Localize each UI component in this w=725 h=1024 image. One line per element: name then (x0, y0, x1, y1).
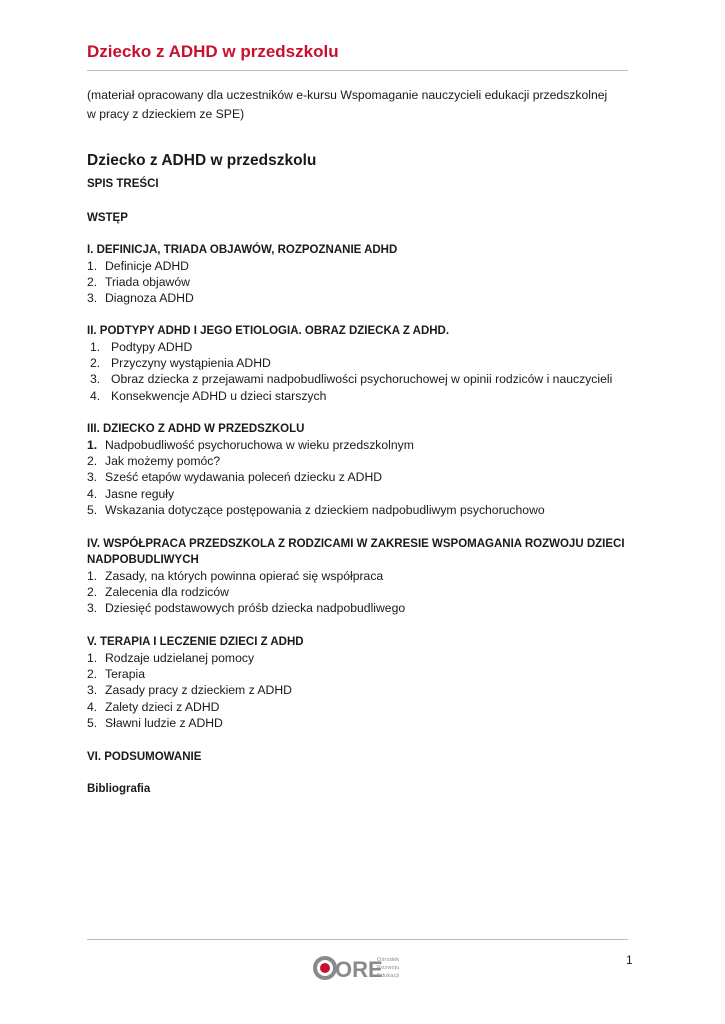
item-text: Nadpobudliwość psychoruchowa w wieku przedszkolnym (105, 438, 414, 452)
header-divider (87, 70, 628, 71)
section-item-list (87, 339, 628, 404)
item-text: Konsekwencje ADHD u dzieci starszych (111, 388, 327, 403)
toc-heading: Dziecko z ADHD w przedszkolu (87, 152, 317, 169)
ore-logo (313, 953, 423, 983)
bibliography-title: Bibliografia (87, 783, 151, 795)
toc-section-5 (87, 634, 628, 731)
section-item-list (87, 437, 628, 518)
item-text: Terapia (105, 667, 145, 682)
item-text: Zasady pracy z dzieckiem z ADHD (105, 683, 292, 698)
toc-bibliography (87, 781, 628, 797)
list-item (87, 584, 628, 600)
toc-intro (87, 210, 628, 226)
list-item (87, 715, 628, 731)
item-text: Rodzaje udzielanej pomocy (105, 651, 255, 665)
list-item (87, 486, 628, 502)
item-text: Zasady, na których powinna opierać się współpraca (105, 569, 384, 583)
section-title: V. TERAPIA I LECZENIE DZIECI Z ADHD (87, 636, 304, 648)
item-number: 5. (87, 715, 98, 730)
item-number: 4. (90, 388, 101, 403)
section-title: I. DEFINICJA, TRIADA OBJAWÓW, ROZPOZNANIE ADHD (87, 244, 398, 256)
logo-sub-line-3: Edukacji (377, 973, 400, 979)
item-text: Dziesięć podstawowych próśb dziecka nadpobudliwego (105, 601, 406, 616)
item-text: Zalecenia dla rodziców (105, 585, 229, 600)
toc-label: SPIS TREŚCI (87, 178, 159, 190)
item-text: Sześć etapów wydawania poleceń dziecku z ADHD (105, 470, 383, 485)
list-item (87, 682, 628, 698)
item-number: 3. (90, 372, 101, 387)
item-number: 4. (87, 486, 98, 501)
intro-line-1: (materiał opracowany dla uczestników e-kursu Wspomaganie nauczycieli edukacji przedszkolnej (87, 88, 608, 102)
item-number: 2. (87, 585, 98, 600)
item-text: Jak możemy pomóc? (105, 454, 221, 469)
item-text: Podtypy ADHD (111, 340, 193, 354)
item-number: 1. (87, 651, 98, 665)
item-number: 3. (87, 470, 98, 485)
list-item (87, 600, 628, 616)
list-item (87, 290, 628, 306)
section-item-list (87, 568, 628, 617)
item-number: 3. (87, 291, 98, 306)
item-text: Definicje ADHD (105, 259, 189, 273)
item-number: 1. (87, 259, 98, 273)
toc-section-2 (87, 323, 628, 404)
list-item (87, 339, 628, 355)
toc-section-1 (87, 242, 628, 307)
section-title (87, 536, 628, 568)
item-number: 3. (87, 683, 98, 698)
item-number: 4. (87, 699, 98, 714)
item-text: Sławni ludzie z ADHD (105, 715, 223, 730)
item-text: Triada objawów (105, 275, 190, 290)
intro-note (87, 86, 628, 124)
section-title-line-1: IV. WSPÓŁPRACA PRZEDSZKOLA Z RODZICAMI W ZAKRESIE WSPOMAGANIA ROZWOJU DZIECI (87, 538, 625, 550)
list-item (87, 274, 628, 290)
list-item (87, 388, 628, 404)
list-item (87, 502, 628, 518)
item-text: Wskazania dotyczące postępowania z dzieckiem nadpobudliwym psychoruchowo (105, 502, 545, 517)
list-item (87, 371, 628, 387)
item-number: 1. (87, 438, 98, 452)
toc-section-4 (87, 536, 628, 617)
section-item-list (87, 258, 628, 307)
intro-line-2: w pracy z dzieckiem ze SPE) (87, 107, 245, 121)
item-number: 1. (87, 569, 98, 583)
section-title: III. DZIECKO Z ADHD W PRZEDSZKOLU (87, 423, 305, 435)
item-text: Jasne reguły (105, 486, 175, 501)
list-item (87, 568, 628, 584)
list-item (87, 355, 628, 371)
list-item (87, 666, 628, 682)
list-item (87, 469, 628, 485)
page-number: 1 (626, 953, 633, 967)
item-number: 1. (90, 340, 101, 354)
item-number: 3. (87, 601, 98, 616)
logo-sub-line-2: Rozwoju (377, 965, 400, 971)
toc-intro-title: WSTĘP (87, 212, 128, 224)
list-item (87, 699, 628, 715)
item-number: 2. (87, 454, 98, 469)
list-item (87, 437, 628, 453)
item-text: Zalety dzieci z ADHD (105, 699, 220, 714)
section-title-line-2: NADPOBUDLIWYCH (87, 554, 199, 566)
list-item (87, 453, 628, 469)
item-text: Przyczyny wystąpienia ADHD (111, 356, 271, 371)
logo-subtitle (377, 956, 400, 980)
document-title: Dziecko z ADHD w przedszkolu (87, 42, 339, 61)
list-item (87, 258, 628, 274)
list-item (87, 650, 628, 666)
logo-letters: ORE (335, 957, 383, 982)
ore-logo-mark (313, 953, 383, 983)
summary-title: VI. PODSUMOWANIE (87, 751, 202, 763)
item-number: 2. (87, 275, 98, 290)
item-text: Obraz dziecka z przejawami nadpobudliwości psychoruchowej w opinii rodziców i nauczycieli (111, 372, 613, 387)
footer-divider (87, 939, 628, 940)
toc-summary (87, 749, 628, 765)
logo-sub-line-1: Ośrodek (377, 957, 400, 963)
item-text: Diagnoza ADHD (105, 291, 194, 306)
item-number: 2. (90, 356, 101, 371)
toc-section-3 (87, 421, 628, 518)
item-number: 2. (87, 667, 98, 682)
item-number: 5. (87, 502, 98, 517)
section-item-list (87, 650, 628, 731)
section-title: II. PODTYPY ADHD I JEGO ETIOLOGIA. OBRAZ DZIECKA Z ADHD. (87, 325, 450, 337)
